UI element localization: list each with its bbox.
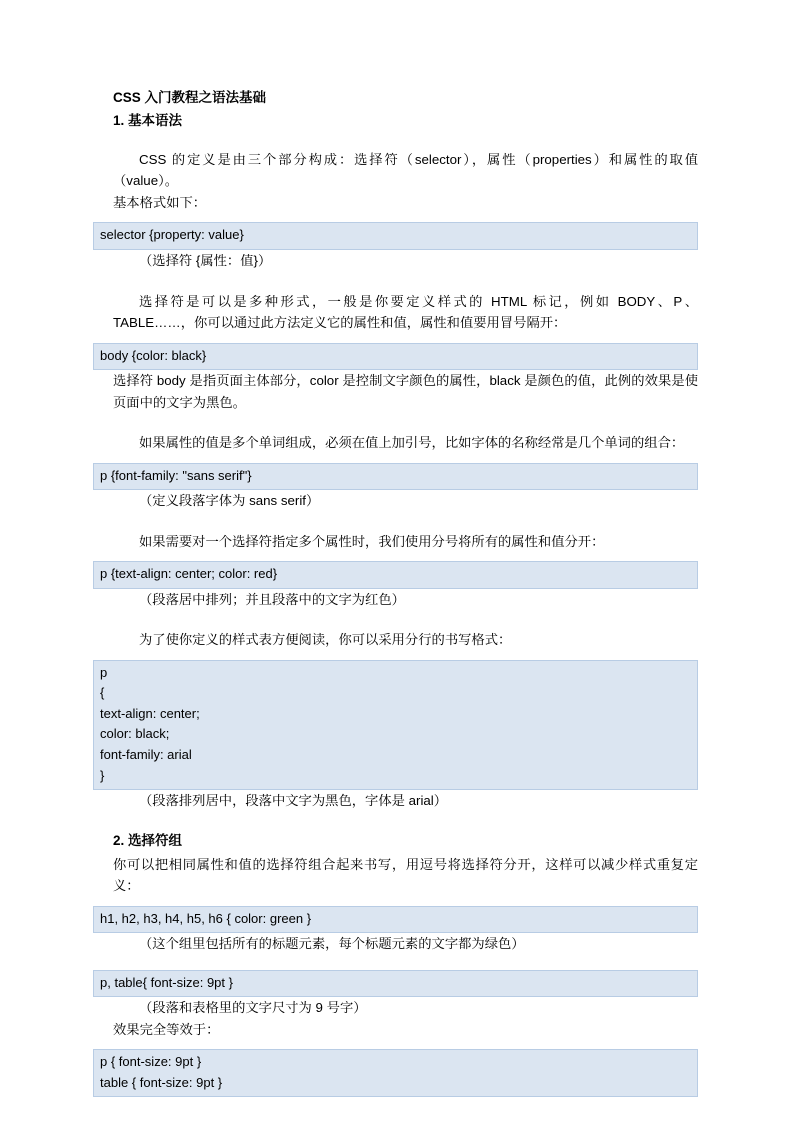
code-line: { bbox=[100, 685, 105, 701]
spacer bbox=[93, 413, 698, 432]
explanation-body-color bbox=[113, 370, 698, 413]
code-line: p, table{ font-size: 9pt } bbox=[100, 974, 233, 990]
spacer bbox=[93, 955, 698, 970]
code-line: h1, h2, h3, h4, h5, h6 { color: green } bbox=[100, 910, 312, 926]
code-block-heading-group bbox=[93, 906, 698, 934]
spacer bbox=[93, 454, 698, 463]
paragraph-intro-1: CSS 的定义是由三个部分构成：选择符（selector），属性（properties）和属性的取值（value）。 bbox=[113, 151, 698, 189]
code-block-multiline bbox=[93, 660, 698, 790]
document-title: CSS 入门教程之语法基础 bbox=[113, 90, 267, 105]
code-block-equivalent bbox=[93, 1049, 698, 1097]
spacer bbox=[93, 610, 698, 629]
code-block-body-color bbox=[93, 343, 698, 371]
code-block-text-align bbox=[93, 561, 698, 589]
code-line: table { font-size: 9pt } bbox=[100, 1074, 223, 1090]
code-block-p-table-group bbox=[93, 970, 698, 998]
note-equivalent: 效果完全等效于： bbox=[113, 1021, 220, 1037]
spacer bbox=[93, 651, 698, 660]
spacer bbox=[93, 334, 698, 343]
spacer bbox=[93, 512, 698, 531]
paragraph-multiple-properties: 如果需要对一个选择符指定多个属性时，我们使用分号将所有的属性和值分开： bbox=[139, 533, 605, 549]
code-line: p {font-family: "sans serif"} bbox=[100, 467, 252, 483]
section-1-paragraph-5 bbox=[113, 629, 698, 651]
caption-font-family: （定义段落字体为 sans serif） bbox=[139, 493, 320, 509]
spacer bbox=[93, 897, 698, 906]
code-line: selector {property: value} bbox=[100, 227, 244, 243]
caption-text-align: （段落居中排列；并且段落中的文字为红色） bbox=[139, 591, 405, 607]
paragraph-multiline-format: 为了使你定义的样式表方便阅读，你可以采用分行的书写格式： bbox=[139, 632, 512, 648]
code-line: text-align: center; bbox=[100, 705, 200, 721]
caption-selector-syntax: （选择符 {属性：值}） bbox=[139, 252, 272, 268]
section-1-paragraph-4 bbox=[113, 531, 698, 553]
caption-p-table-group: （段落和表格里的文字尺寸为 9 号字） bbox=[139, 1000, 367, 1016]
code-line: } bbox=[100, 767, 105, 783]
section-1-intro bbox=[113, 149, 698, 214]
section-heading-1: 1. 基本语法 bbox=[113, 112, 183, 128]
spacer bbox=[93, 812, 698, 831]
section-2-paragraph-1 bbox=[113, 854, 698, 897]
section-1-paragraph-2 bbox=[113, 291, 698, 334]
paragraph-selector-forms: 选择符是可以是多种形式，一般是你要定义样式的 HTML 标记，例如 BODY、P、TABLE……，你可以通过此方法定义它的属性和值，属性和值要用冒号隔开： bbox=[113, 293, 698, 331]
code-line: color: black; bbox=[100, 726, 170, 742]
spacer bbox=[93, 134, 698, 149]
section-1-paragraph-3 bbox=[113, 432, 698, 454]
section-heading-2: 2. 选择符组 bbox=[113, 832, 183, 848]
paragraph-intro-2: 基本格式如下： bbox=[113, 194, 207, 210]
code-line: p { font-size: 9pt } bbox=[100, 1054, 202, 1070]
code-block-selector-syntax bbox=[93, 222, 698, 250]
spacer bbox=[93, 1040, 698, 1049]
code-line: font-family: arial bbox=[100, 747, 192, 762]
spacer bbox=[93, 552, 698, 561]
caption-heading-group: （这个组里包括所有的标题元素，每个标题元素的文字都为绿色） bbox=[139, 936, 525, 952]
code-line: p bbox=[100, 664, 108, 680]
paragraph-multiword-value: 如果属性的值是多个单词组成，必须在值上加引号，比如字体的名称经常是几个单词的组合： bbox=[139, 435, 685, 451]
spacer bbox=[93, 213, 698, 222]
code-line: body {color: black} bbox=[100, 347, 207, 363]
code-line: p {text-align: center; color: red} bbox=[100, 566, 278, 582]
caption-multiline: （段落排列居中，段落中文字为黑色，字体是 arial） bbox=[139, 793, 448, 809]
spacer bbox=[93, 272, 698, 291]
paragraph-selector-group: 你可以把相同属性和值的选择符组合起来书写，用逗号将选择符分开，这样可以减少样式重复定义： bbox=[113, 856, 698, 894]
paragraph-body-explanation: 选择符 body 是指页面主体部分，color 是控制文字颜色的属性，black 是颜色的值，此例的效果是使页面中的文字为黑色。 bbox=[113, 373, 698, 410]
code-block-font-family bbox=[93, 463, 698, 491]
